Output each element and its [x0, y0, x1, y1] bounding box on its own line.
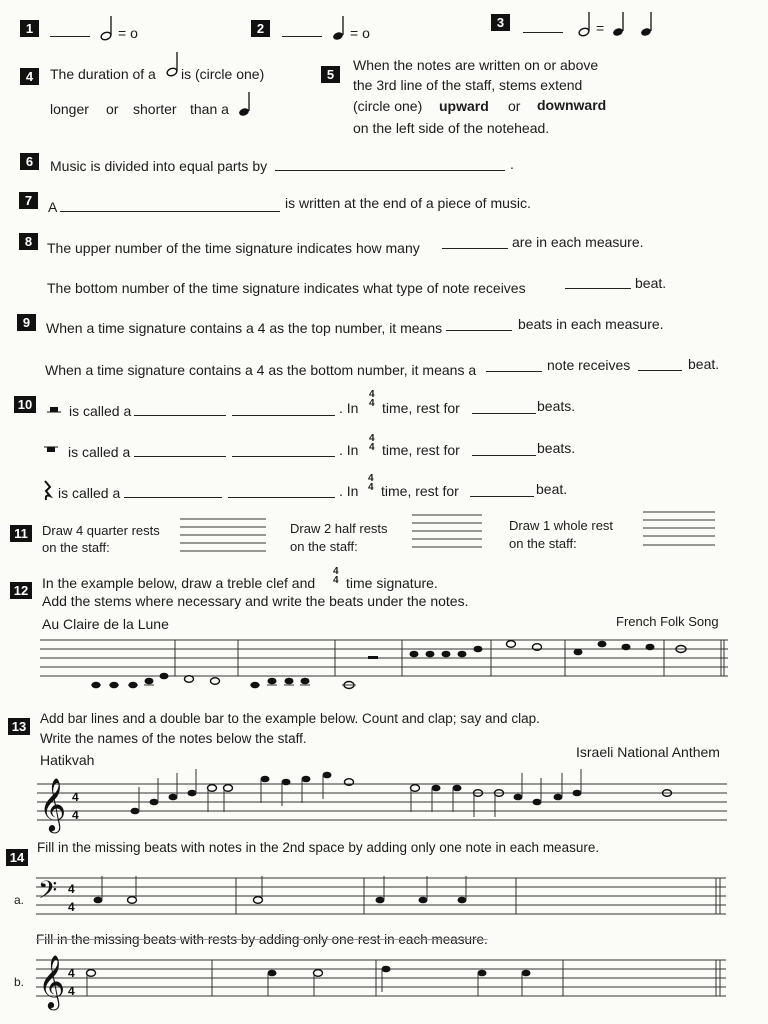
q6-period: .: [510, 156, 514, 172]
whole-rest-icon: [44, 446, 58, 454]
note: [514, 794, 523, 801]
svg-text:4: 4: [68, 984, 75, 998]
q10-blank-2a[interactable]: [134, 444, 226, 457]
note: [282, 779, 291, 786]
q10-called-2: is called a: [68, 444, 131, 460]
svg-text:𝄞: 𝄞: [39, 777, 67, 831]
note: [554, 794, 563, 801]
q9-text-2c: beat.: [688, 356, 720, 372]
svg-text:4: 4: [68, 882, 75, 896]
q10-blank-3b[interactable]: [228, 485, 335, 498]
quarter-note-icon: [612, 10, 626, 38]
question-number-12: 12: [10, 582, 32, 599]
q12-text-1b: time signature.: [346, 575, 438, 591]
q9-blank-2[interactable]: [486, 359, 542, 372]
q14a-staff[interactable]: [36, 870, 726, 920]
q10-called-1: is called a: [69, 403, 132, 419]
question-number-5: 5: [321, 66, 340, 83]
quarter-note-icon: [238, 90, 252, 118]
q10-blank-3a[interactable]: [124, 485, 222, 498]
q4-text-b: is (circle one): [181, 66, 265, 82]
quarter-rest-icon: [42, 480, 52, 502]
q8-text-1b: are in each measure.: [512, 234, 644, 250]
q10-blank-1a[interactable]: [134, 403, 226, 416]
q9-text-2b: note receives: [547, 357, 631, 373]
q7-a: A: [48, 199, 58, 215]
q8-blank-2[interactable]: [565, 276, 631, 289]
q8-blank-1[interactable]: [442, 236, 508, 249]
q13-song-title: Hatikvah: [40, 752, 95, 768]
svg-text:4: 4: [72, 790, 79, 804]
q11-c-2: on the staff:: [509, 536, 577, 551]
choice-longer[interactable]: longer: [50, 101, 89, 117]
q11-staff-a[interactable]: [180, 518, 266, 552]
q10-beats-1: beats.: [537, 398, 576, 414]
q6-blank[interactable]: [275, 158, 505, 171]
q14-label-a: a.: [14, 893, 25, 907]
time-signature-icon: 4 4: [369, 433, 375, 453]
q11-b-1: Draw 2 half rests: [290, 521, 388, 536]
q14-label-b: b.: [14, 975, 25, 989]
svg-text:𝄢: 𝄢: [38, 876, 58, 911]
q14b-staff[interactable]: [36, 956, 726, 1006]
question-number-2: 2: [251, 20, 270, 37]
q10-rest-2: time, rest for: [382, 442, 460, 458]
q10-blank-1c[interactable]: [472, 401, 536, 414]
note: [261, 776, 270, 783]
q5-text-4: on the left side of the notehead.: [353, 120, 550, 136]
q10-blank-2c[interactable]: [472, 443, 536, 456]
q10-blank-2b[interactable]: [232, 444, 335, 457]
q9-text-1: When a time signature contains a 4 as the top number, it means: [46, 320, 443, 336]
note: [169, 794, 178, 801]
q12-staff[interactable]: [40, 638, 728, 698]
q10-beat-3: beat.: [536, 481, 568, 497]
note: [573, 790, 582, 797]
note: [208, 785, 217, 792]
q4-than: than a: [190, 101, 229, 117]
q5-or: or: [508, 98, 521, 114]
note: [188, 790, 197, 797]
q10-in-2: . In: [339, 442, 359, 458]
q12-text-1a: In the example below, draw a treble clef and: [42, 575, 316, 591]
q13-staff[interactable]: [37, 774, 727, 844]
q7-text: is written at the end of a piece of music.: [285, 195, 531, 211]
question-number-4: 4: [20, 68, 39, 85]
q11-a-1: Draw 4 quarter rests: [42, 523, 160, 538]
q11-b-2: on the staff:: [290, 539, 358, 554]
choice-downward[interactable]: downward: [537, 97, 607, 113]
q14-text-2: Fill in the missing beats with rests by adding only one rest in each measure.: [36, 932, 488, 947]
q10-beats-2: beats.: [537, 440, 576, 456]
q13-text-2: Write the names of the notes below the staff.: [40, 731, 307, 746]
svg-text:4: 4: [72, 808, 79, 822]
svg-text:𝄞: 𝄞: [38, 954, 66, 1008]
half-note-icon: [166, 50, 180, 78]
q5-text-1: When the notes are written on or above: [353, 57, 599, 73]
question-number-3: 3: [491, 14, 510, 31]
time-signature-icon: 4 4: [369, 389, 375, 409]
q12-composer: French Folk Song: [616, 614, 719, 629]
question-number-6: 6: [20, 153, 39, 170]
q11-a-2: on the staff:: [42, 540, 110, 555]
q6-text: Music is divided into equal parts by: [50, 158, 268, 174]
q8-text-2b: beat.: [635, 275, 667, 291]
question-number-1: 1: [20, 20, 39, 37]
q10-rest-3: time, rest for: [381, 483, 459, 499]
half-rest-icon: [47, 405, 61, 413]
equation-1: = o: [118, 25, 138, 41]
note: [302, 776, 311, 783]
q4-or: or: [106, 101, 119, 117]
question-number-13: 13: [8, 718, 30, 735]
q5-circle-one: (circle one): [353, 98, 423, 114]
note: [533, 799, 542, 806]
note: [224, 785, 233, 792]
q13-text-1: Add bar lines and a double bar to the example below. Count and clap; say and clap.: [40, 711, 540, 726]
answer-blank-3[interactable]: [523, 20, 563, 33]
q4-text: The duration of a: [50, 66, 156, 82]
q10-in-1: . In: [339, 400, 359, 416]
quarter-note-icon: [332, 14, 346, 42]
q11-staff-c[interactable]: [643, 511, 715, 547]
time-signature-icon: 4 4: [368, 473, 374, 493]
q10-in-3: . In: [339, 483, 359, 499]
question-number-10: 10: [14, 396, 36, 413]
svg-text:4: 4: [68, 900, 75, 914]
note: [323, 772, 332, 779]
q9-blank-1[interactable]: [446, 318, 512, 331]
q7-blank[interactable]: [60, 199, 280, 212]
q10-blank-3c[interactable]: [470, 484, 534, 497]
half-note-icon: [100, 14, 114, 42]
answer-blank-2[interactable]: [282, 24, 322, 37]
note: [411, 785, 420, 792]
q14-text-1: Fill in the missing beats with notes in the 2nd space by adding only one note in each measure.: [37, 840, 600, 855]
svg-text:4: 4: [68, 966, 75, 980]
q13-composer: Israeli National Anthem: [576, 744, 720, 760]
question-number-9: 9: [17, 314, 36, 331]
note: [432, 785, 441, 792]
note: [131, 808, 140, 815]
q11-staff-b[interactable]: [412, 514, 482, 548]
q10-blank-1b[interactable]: [232, 403, 335, 416]
equation-3: =: [596, 20, 605, 36]
q9-text-1b: beats in each measure.: [518, 316, 664, 332]
question-number-8: 8: [19, 233, 38, 250]
quarter-note-icon: [640, 10, 654, 38]
q9-text-2: When a time signature contains a 4 as the bottom number, it means a: [45, 362, 477, 378]
q8-text-2: The bottom number of the time signature indicates what type of note receives: [47, 280, 526, 296]
note: [453, 785, 462, 792]
time-signature-icon: 4 4: [333, 566, 339, 586]
note: [150, 799, 159, 806]
half-note-icon: [578, 10, 592, 38]
equation-2: = o: [350, 25, 370, 41]
q9-blank-3[interactable]: [638, 358, 682, 371]
q12-text-2: Add the stems where necessary and write the beats under the notes.: [42, 593, 469, 609]
q12-song-title: Au Claire de la Lune: [42, 616, 169, 632]
q5-text-2: the 3rd line of the staff, stems extend: [353, 77, 583, 93]
q10-rest-1: time, rest for: [382, 400, 460, 416]
question-number-11: 11: [10, 525, 32, 542]
choice-upward[interactable]: upward: [439, 98, 489, 114]
q10-called-3: is called a: [58, 485, 121, 501]
answer-blank-1[interactable]: [50, 24, 90, 37]
q8-text-1: The upper number of the time signature indicates how many: [47, 240, 420, 256]
choice-shorter[interactable]: shorter: [133, 101, 177, 117]
question-number-7: 7: [19, 192, 38, 209]
question-number-14: 14: [6, 849, 28, 866]
q11-c-1: Draw 1 whole rest: [509, 518, 614, 533]
